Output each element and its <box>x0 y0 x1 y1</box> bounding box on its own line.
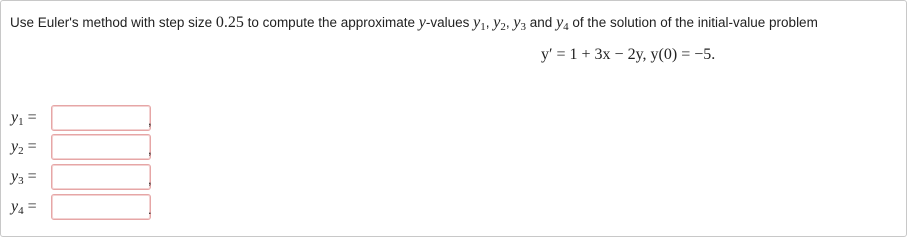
y2-answer-input[interactable] <box>51 134 151 160</box>
y4-answer-input[interactable] <box>51 194 151 220</box>
y4-symbol: $y_4$ <box>556 14 569 33</box>
punctuation: . <box>148 202 152 217</box>
prompt-text: to compute the approximate <box>243 15 419 30</box>
answer-row-y3 <box>11 164 171 192</box>
y3-answer-input[interactable] <box>51 164 151 190</box>
prompt-text: Use Euler's method with step size <box>10 15 216 30</box>
step-size: 0.25 <box>215 14 244 31</box>
y1-answer-input[interactable] <box>51 105 151 131</box>
answer-row-y1 <box>11 105 171 133</box>
comma: , <box>485 15 494 30</box>
answer-label: $y_3$ = <box>11 168 37 187</box>
punctuation: , <box>148 172 152 187</box>
answer-row-y4 <box>11 194 171 222</box>
punctuation: , <box>148 113 152 128</box>
answer-label: $y_1$ = <box>11 109 37 128</box>
punctuation: , <box>148 142 152 157</box>
prompt-text: -values <box>425 15 474 30</box>
answer-row-y2 <box>11 134 171 162</box>
prompt-text: of the solution of the initial-value problem <box>568 15 818 30</box>
y2-symbol: $y_2$ <box>493 14 506 33</box>
y-variable: y <box>418 14 426 31</box>
answer-label: $y_2$ = <box>11 138 37 157</box>
y3-symbol: $y_3$ <box>513 14 527 33</box>
differential-equation: y′ = 1 + 3x − 2y, y(0) = −5. <box>541 46 716 63</box>
question-prompt <box>10 14 900 32</box>
prompt-text: and <box>526 15 557 30</box>
answer-label: $y_4$ = <box>11 198 37 217</box>
comma: , <box>505 15 514 30</box>
y1-symbol: $y_1$ <box>473 14 486 33</box>
